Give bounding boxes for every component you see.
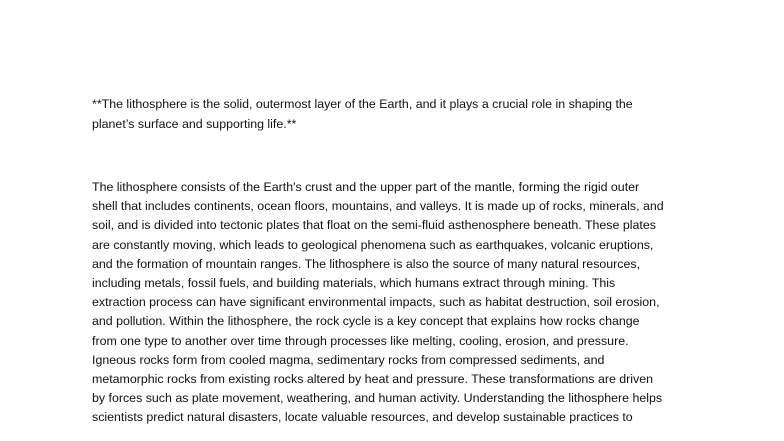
body-line: by forces such as plate movement, weathering, and human activity. Understanding the lithosphere helps	[92, 391, 663, 406]
lead-line: planet’s surface and supporting life.**	[92, 117, 297, 131]
body-line: soil, and is divided into tectonic plates that float on the semi-fluid asthenosphere beneath. These plates	[92, 218, 656, 233]
body-line: metamorphic rocks from existing rocks altered by heat and pressure. These transformations are driven	[92, 372, 654, 387]
body-line: Igneous rocks form from cooled magma, sedimentary rocks from compressed sediments, and	[92, 352, 605, 367]
body-line: from one type to another over time through processes like melting, cooling, erosion, and pressure.	[92, 333, 629, 348]
body-line: including metals, fossil fuels, and building materials, which humans extract through mining. This	[92, 276, 616, 291]
body-paragraph	[92, 178, 692, 428]
body-line: and pollution. Within the lithosphere, the rock cycle is a key concept that explains how rocks change	[92, 314, 640, 329]
lead-paragraph	[92, 94, 692, 134]
body-line: are constantly moving, which leads to geological phenomena such as earthquakes, volcanic eruptions,	[92, 237, 654, 252]
body-line: shell that includes continents, ocean floors, mountains, and valleys. It is made up of rocks, minerals, and	[92, 199, 664, 214]
body-line: The lithosphere consists of the Earth's crust and the upper part of the mantle, forming the rigid outer	[92, 180, 640, 194]
lead-line: **The lithosphere is the solid, outermost layer of the Earth, and it plays a crucial role in shaping the	[92, 97, 633, 111]
body-line: and the formation of mountain ranges. The lithosphere is also the source of many natural resources,	[92, 256, 641, 271]
body-line: scientists predict natural disasters, locate valuable resources, and develop sustainable practices to	[92, 410, 633, 425]
body-line: extraction process can have significant environmental impacts, such as habitat destruction, soil erosion,	[92, 295, 660, 310]
